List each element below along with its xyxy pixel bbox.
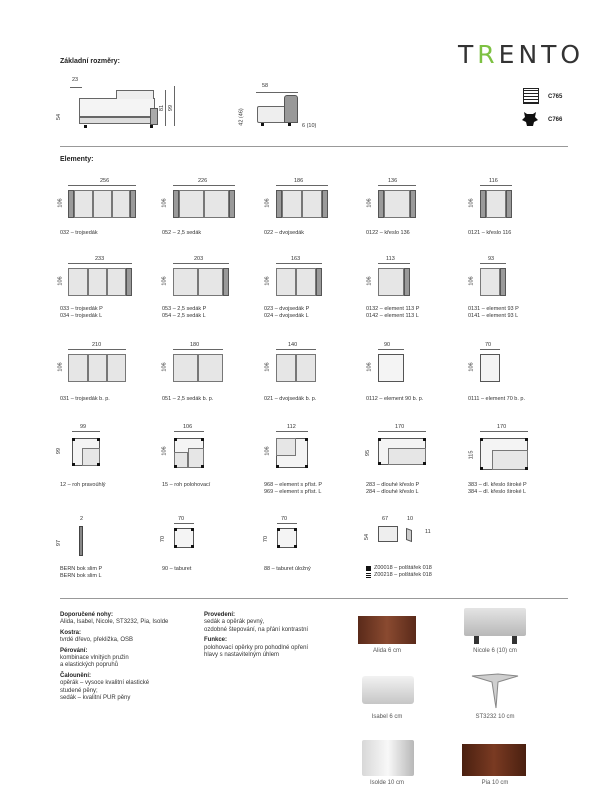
dim-seat-height-side: 42 (46) bbox=[238, 108, 245, 126]
element-label: 031 – trojsedák b. p. bbox=[60, 396, 110, 402]
element-label: 032 – trojsedák bbox=[60, 230, 98, 236]
dim-headrest-height: 99 bbox=[168, 104, 175, 112]
leg-nicole-image bbox=[464, 608, 526, 636]
element-label: 0132 – element 113 P bbox=[366, 306, 420, 312]
dim-leg-height: 6 (10) bbox=[302, 123, 317, 129]
leg-st3232-image bbox=[470, 672, 520, 710]
element-label: 384 – dl. křeslo široké L bbox=[468, 489, 527, 495]
element-label: 0142 – element 113 L bbox=[366, 313, 419, 319]
element-label: 12 – roh pravoúhlý bbox=[60, 482, 106, 488]
element-label: 0112 – element 90 b. p. bbox=[366, 396, 424, 402]
element-label: 0141 – element 93 L bbox=[468, 313, 519, 319]
element-label: 053 – 2,5 sedák P bbox=[162, 306, 207, 312]
element-label: 051 – 2,5 sedák b. p. bbox=[162, 396, 214, 402]
swatch-code-fabric: C765 bbox=[548, 94, 563, 100]
element-label: Z00018 – polštářek 018 bbox=[374, 565, 432, 571]
element-label: 0111 – element 70 b. p. bbox=[468, 396, 525, 402]
leather-hide-icon bbox=[521, 111, 539, 127]
dim-depth: 58 bbox=[262, 83, 269, 89]
specs-right: Provedení: sedák a opěrák pevný, ozdobné štepování, na přání kontrastní Funkce: polohovací opěrky pro pohodlné opření hlavy s nastavitelným úhlem bbox=[204, 612, 309, 659]
elements-title: Elementy: bbox=[60, 156, 94, 163]
leg-pia-image bbox=[462, 744, 526, 776]
fabric-swatch-icon bbox=[523, 88, 539, 104]
element-label: 034 – trojsedák L bbox=[60, 313, 103, 319]
element-label: BERN bok slim L bbox=[60, 573, 102, 579]
element-label: 15 – roh polohovací bbox=[162, 482, 211, 488]
leg-alida-image bbox=[358, 616, 416, 644]
specs-left: Doporučené nohy: Alida, Isabel, Nicole, ST3232, Pia, Isolde Kostra: tvrdé dřevo, překližka, OSB Pérování: kombinace vlnitých pružin a elastických popruhů Čalounění: opěrák – vysoce kvalitní elastické studené pěny; sedák – kvalitní PUR pěny bbox=[60, 612, 169, 702]
element-label: 968 – element s příst. P bbox=[264, 482, 323, 488]
divider-bottom bbox=[60, 598, 568, 599]
basic-dimensions-title: Základní rozměry: bbox=[60, 58, 120, 65]
element-label: 022 – dvojsedák bbox=[264, 230, 305, 236]
element-label: 88 – taburet úložný bbox=[264, 566, 311, 572]
element-label: 052 – 2,5 sedák bbox=[162, 230, 202, 236]
element-label: 0131 – element 93 P bbox=[468, 306, 519, 312]
swatch-code-leather: C766 bbox=[548, 117, 563, 123]
element-label: 969 – element s příst. L bbox=[264, 489, 322, 495]
dim-back-height: 81 bbox=[159, 104, 166, 112]
element-label: 383 – dl. křeslo široké P bbox=[468, 482, 527, 488]
leg-isabel-image bbox=[362, 676, 414, 704]
element-label: 284 – dlouhé křeslo L bbox=[366, 489, 419, 495]
dim-seat-height: 54 bbox=[56, 113, 63, 121]
leg-isolde-image bbox=[362, 740, 414, 776]
dim-arm-width: 23 bbox=[72, 77, 79, 83]
divider-top bbox=[60, 146, 568, 147]
element-label: Z00218 – polštářek 018 bbox=[374, 572, 432, 578]
element-label: 024 – dvojsedák L bbox=[264, 313, 309, 319]
element-label: 023 – dvojsedák P bbox=[264, 306, 310, 312]
element-label: 90 – taburet bbox=[162, 566, 192, 572]
element-label: 054 – 2,5 sedák L bbox=[162, 313, 206, 319]
element-label: 0122 – křeslo 136 bbox=[366, 230, 410, 236]
element-label: BERN bok slim P bbox=[60, 566, 103, 572]
brand-logo: TRENTO bbox=[458, 40, 585, 69]
element-label: 0121 – křeslo 116 bbox=[468, 230, 512, 236]
element-label: 283 – dlouhé křeslo P bbox=[366, 482, 420, 488]
element-label: 033 – trojsedák P bbox=[60, 306, 103, 312]
element-label: 021 – dvojsedák b. p. bbox=[264, 396, 317, 402]
